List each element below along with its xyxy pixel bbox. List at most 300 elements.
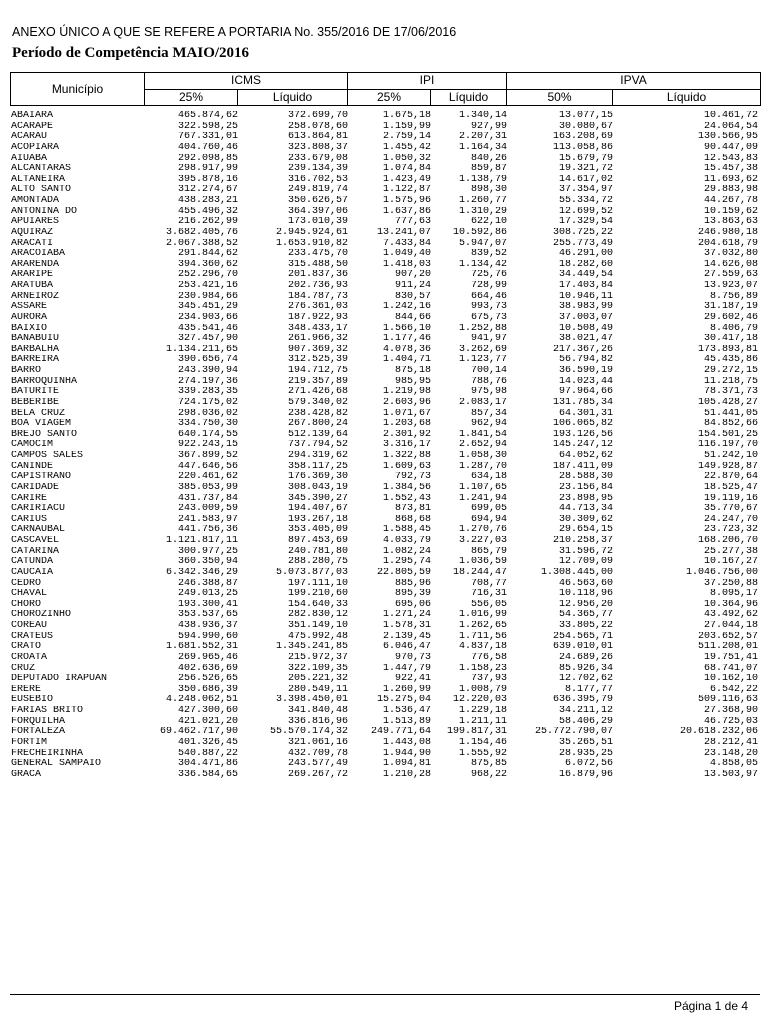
icms-liquido-cell: 197.111,10 bbox=[287, 578, 348, 589]
icms-liquido-cell: 233.475,70 bbox=[287, 249, 348, 260]
ipi-25-cell: 1.219,98 bbox=[382, 387, 431, 398]
icms-liquido-cell: 239.134,39 bbox=[287, 164, 348, 175]
icms-liquido-cell: 315.488,50 bbox=[287, 259, 348, 270]
ipva-liquido-cell: 44.267,78 bbox=[703, 196, 758, 206]
icms-liquido-cell: 194.407,67 bbox=[287, 504, 348, 515]
municipio-cell: BREJO SANTO bbox=[11, 429, 78, 440]
table-row bbox=[10, 143, 760, 154]
icms-liquido-cell: 579.340,02 bbox=[287, 397, 348, 408]
ipva-liquido-cell: 29.272,15 bbox=[703, 366, 758, 376]
table-row bbox=[10, 717, 760, 728]
ipi-25-cell: 895,39 bbox=[394, 589, 431, 600]
icms-25-cell: 922.243,15 bbox=[177, 440, 238, 451]
ipi-25-cell: 777,63 bbox=[394, 217, 431, 228]
ipva-50-cell: 15.679,79 bbox=[558, 153, 613, 164]
ipva-50-cell: 255.773,49 bbox=[552, 238, 613, 249]
icms-25-cell: 298.036,02 bbox=[177, 408, 238, 419]
icms-liquido-cell: 613.864,81 bbox=[287, 132, 348, 143]
municipio-cell: CARIUS bbox=[11, 514, 48, 525]
ipva-liquido-cell: 1.046.756,00 bbox=[685, 567, 758, 578]
ipva-liquido-cell: 14.626,08 bbox=[703, 259, 758, 270]
icms-25-cell: 274.197,36 bbox=[177, 376, 238, 387]
icms-liquido-cell: 353.405,09 bbox=[287, 525, 348, 536]
icms-liquido-cell: 294.319,62 bbox=[287, 451, 348, 461]
ipi-liquido-cell: 1.260,77 bbox=[458, 196, 507, 206]
icms-25-cell: 3.682.405,76 bbox=[165, 227, 238, 238]
ipi-liquido-cell: 941,97 bbox=[470, 334, 507, 345]
municipio-cell: FRECHEIRINHA bbox=[11, 748, 84, 759]
ipva-50-cell: 13.077,15 bbox=[558, 111, 613, 121]
ipi-25-cell: 2.139,45 bbox=[382, 631, 431, 642]
ipva-liquido-cell: 6.542,22 bbox=[709, 684, 758, 695]
icms-25-cell: 1.134.211,65 bbox=[165, 344, 238, 355]
ipi-25-cell: 873,81 bbox=[394, 504, 431, 515]
ipi-25-cell: 22.805,59 bbox=[376, 567, 431, 578]
ipi-liquido-cell: 1.138,79 bbox=[458, 174, 507, 185]
icms-25-cell: 447.646,56 bbox=[177, 461, 238, 472]
ipi-liquido-cell: 865,79 bbox=[470, 546, 507, 557]
page-number: Página 1 de 4 bbox=[673, 999, 748, 1013]
ipva-50-cell: 217.367,26 bbox=[552, 344, 613, 355]
icms-liquido-cell: 907.369,32 bbox=[287, 344, 348, 355]
icms-liquido-cell: 205.221,32 bbox=[287, 674, 348, 685]
municipio-header: Município bbox=[11, 73, 145, 106]
ipi-25-cell: 1.418,03 bbox=[382, 259, 431, 270]
icms-liquido-cell: 219.357,89 bbox=[287, 376, 348, 387]
ipva-50-cell: 64.301,31 bbox=[558, 408, 613, 419]
icms-liquido-cell: 267.800,24 bbox=[287, 419, 348, 430]
ipva-header: IPVA bbox=[507, 73, 761, 90]
ipva-liquido-cell: 23.148,20 bbox=[703, 748, 758, 759]
ipi-25-cell: 1.609,63 bbox=[382, 461, 431, 472]
table-row bbox=[10, 154, 760, 165]
ipva-liquido-cell: 13.863,63 bbox=[703, 217, 758, 228]
icms-25-header: 25% bbox=[145, 89, 238, 106]
ipva-50-cell: 12.709,09 bbox=[558, 557, 613, 568]
ipva-50-cell: 97.964,66 bbox=[558, 387, 613, 398]
ipi-liquido-header: Líquido bbox=[431, 89, 507, 106]
ipva-50-cell: 46.563,60 bbox=[558, 578, 613, 589]
icms-25-cell: 4.248.062,51 bbox=[165, 695, 238, 706]
municipio-cell: CARNAUBAL bbox=[11, 525, 66, 536]
icms-liquido-cell: 358.117,25 bbox=[287, 461, 348, 472]
icms-liquido-cell: 323.808,37 bbox=[287, 142, 348, 153]
ipi-25-cell: 1.443,08 bbox=[382, 737, 431, 748]
ipva-liquido-cell: 28.212,41 bbox=[703, 737, 758, 748]
ipi-liquido-cell: 622,10 bbox=[470, 217, 507, 228]
ipi-25-cell: 1.159,99 bbox=[382, 121, 431, 132]
ipi-25-cell: 1.050,32 bbox=[382, 153, 431, 164]
ipva-liquido-cell: 130.566,95 bbox=[697, 132, 758, 143]
ipi-liquido-cell: 1.123,77 bbox=[458, 355, 507, 366]
ipva-50-cell: 37.354,97 bbox=[558, 185, 613, 196]
icms-25-cell: 298.917,99 bbox=[177, 164, 238, 175]
ipva-50-cell: 29.654,15 bbox=[558, 525, 613, 536]
ipi-25-cell: 868,68 bbox=[394, 514, 431, 525]
municipio-cell: ALTO SANTO bbox=[11, 185, 72, 196]
ipi-liquido-cell: 664,46 bbox=[470, 291, 507, 302]
ipva-liquido-cell: 203.652,57 bbox=[697, 631, 758, 642]
table-row bbox=[10, 472, 760, 483]
icms-liquido-cell: 372.699,70 bbox=[287, 111, 348, 121]
municipio-cell: EUSEBIO bbox=[11, 695, 54, 706]
table-row bbox=[10, 674, 760, 685]
ipva-liquido-cell: 511.208,01 bbox=[697, 642, 758, 653]
ipi-25-cell: 922,41 bbox=[394, 674, 431, 685]
icms-25-cell: 465.874,62 bbox=[177, 111, 238, 121]
municipio-cell: ANTONINA DO bbox=[11, 206, 78, 217]
ipva-50-cell: 30.309,62 bbox=[558, 514, 613, 525]
ipi-liquido-cell: 1.107,65 bbox=[458, 482, 507, 493]
ipva-50-cell: 34.211,12 bbox=[558, 706, 613, 716]
ipi-liquido-cell: 694,94 bbox=[470, 514, 507, 525]
ipi-25-cell: 1.404,71 bbox=[382, 355, 431, 366]
ipi-25-cell: 1.423,49 bbox=[382, 174, 431, 185]
ipva-liquido-cell: 27.044,18 bbox=[703, 621, 758, 631]
ipva-50-cell: 28.588,30 bbox=[558, 472, 613, 483]
icms-25-cell: 353.537,65 bbox=[177, 610, 238, 621]
table-row bbox=[10, 185, 760, 196]
icms-liquido-cell: 276.361,03 bbox=[287, 302, 348, 313]
ipva-50-cell: 28.935,25 bbox=[558, 748, 613, 759]
icms-liquido-cell: 55.570.174,32 bbox=[269, 727, 348, 738]
ipva-liquido-cell: 4.858,05 bbox=[709, 759, 758, 770]
column-header-table bbox=[10, 72, 761, 106]
ipi-liquido-cell: 2.652,94 bbox=[458, 440, 507, 451]
ipva-50-cell: 10.118,96 bbox=[558, 589, 613, 600]
ipi-25-cell: 249.771,64 bbox=[370, 727, 431, 738]
icms-liquido-cell: 282.830,12 bbox=[287, 610, 348, 621]
icms-25-cell: 253.421,16 bbox=[177, 281, 238, 291]
icms-25-cell: 243.390,94 bbox=[177, 366, 238, 376]
ipva-liquido-cell: 24.247,70 bbox=[703, 514, 758, 525]
ipva-liquido-cell: 11.693,62 bbox=[703, 174, 758, 185]
ipva-50-cell: 6.072,56 bbox=[564, 759, 613, 770]
icms-25-cell: 241.583,97 bbox=[177, 514, 238, 525]
icms-25-cell: 334.750,30 bbox=[177, 419, 238, 430]
ipva-liquido-cell: 20.618.232,06 bbox=[679, 727, 758, 738]
municipio-cell: CARIRE bbox=[11, 493, 48, 504]
icms-25-cell: 401.326,45 bbox=[177, 737, 238, 748]
ipva-liquido-cell: 13.923,07 bbox=[703, 281, 758, 291]
ipva-liquido-cell: 10.167,27 bbox=[703, 557, 758, 568]
ipi-25-cell: 830,57 bbox=[394, 291, 431, 302]
ipva-50-cell: 12.702,62 bbox=[558, 674, 613, 685]
icms-liquido-cell: 187.922,93 bbox=[287, 312, 348, 323]
ipva-50-cell: 38.983,99 bbox=[558, 302, 613, 313]
ipva-liquido-cell: 29.602,46 bbox=[703, 312, 758, 323]
municipio-cell: BAIXIO bbox=[11, 323, 48, 334]
icms-liquido-cell: 316.702,53 bbox=[287, 174, 348, 185]
ipva-50-cell: 254.565,71 bbox=[552, 631, 613, 642]
ipva-50-header: 50% bbox=[507, 89, 613, 106]
ipi-liquido-cell: 556,05 bbox=[470, 599, 507, 610]
icms-25-cell: 427.300,60 bbox=[177, 706, 238, 716]
municipio-cell: ACARAU bbox=[11, 132, 48, 143]
table-row bbox=[10, 610, 760, 621]
icms-liquido-cell: 345.390,27 bbox=[287, 493, 348, 504]
municipio-cell: CAMPOS SALES bbox=[11, 451, 84, 461]
municipio-cell: GRACA bbox=[11, 769, 42, 780]
ipi-25-cell: 792,73 bbox=[394, 472, 431, 483]
icms-liquido-cell: 184.787,73 bbox=[287, 291, 348, 302]
municipio-cell: CAMOCIM bbox=[11, 440, 54, 451]
icms-25-cell: 252.296,70 bbox=[177, 270, 238, 281]
icms-liquido-cell: 288.280,75 bbox=[287, 557, 348, 568]
ipva-50-cell: 44.713,34 bbox=[558, 504, 613, 515]
icms-25-cell: 594.990,60 bbox=[177, 631, 238, 642]
ipva-liquido-cell: 45.435,86 bbox=[703, 355, 758, 366]
icms-liquido-header: Líquido bbox=[238, 89, 348, 106]
ipi-25-cell: 1.384,56 bbox=[382, 482, 431, 493]
icms-25-cell: 312.274,67 bbox=[177, 185, 238, 196]
table-row bbox=[10, 345, 760, 356]
ipva-liquido-cell: 10.364,96 bbox=[703, 599, 758, 610]
icms-25-cell: 438.283,21 bbox=[177, 196, 238, 206]
ipva-50-cell: 31.596,72 bbox=[558, 546, 613, 557]
ipi-25-cell: 1.566,10 bbox=[382, 323, 431, 334]
table-row bbox=[10, 196, 760, 207]
icms-liquido-cell: 261.966,32 bbox=[287, 334, 348, 345]
table-row bbox=[10, 249, 760, 260]
ipva-liquido-cell: 10.461,72 bbox=[703, 111, 758, 121]
icms-25-cell: 1.681.552,31 bbox=[165, 642, 238, 653]
ipi-25-cell: 1.177,46 bbox=[382, 334, 431, 345]
ipva-liquido-cell: 30.417,18 bbox=[703, 334, 758, 345]
ipva-liquido-cell: 37.032,80 bbox=[703, 249, 758, 260]
icms-liquido-cell: 348.433,17 bbox=[287, 323, 348, 334]
icms-25-cell: 2.067.388,52 bbox=[165, 238, 238, 249]
icms-liquido-cell: 173.010,39 bbox=[287, 217, 348, 228]
icms-25-cell: 360.350,94 bbox=[177, 557, 238, 568]
table-row bbox=[10, 239, 760, 250]
ipi-25-cell: 2.759,14 bbox=[382, 132, 431, 143]
ipi-25-cell: 1.082,24 bbox=[382, 546, 431, 557]
ipva-liquido-cell: 509.116,63 bbox=[697, 695, 758, 706]
icms-25-cell: 193.300,41 bbox=[177, 599, 238, 610]
ipva-liquido-cell: 13.503,97 bbox=[703, 769, 758, 780]
ipi-25-cell: 1.675,18 bbox=[382, 111, 431, 121]
ipi-25-cell: 4.033,79 bbox=[382, 536, 431, 546]
municipio-cell: CARIRIACU bbox=[11, 504, 66, 515]
icms-liquido-cell: 240.781,80 bbox=[287, 546, 348, 557]
ipva-liquido-cell: 12.543,83 bbox=[703, 153, 758, 164]
ipva-liquido-cell: 27.559,63 bbox=[703, 270, 758, 281]
table-row bbox=[10, 579, 760, 590]
table-row bbox=[10, 653, 760, 664]
icms-liquido-cell: 432.709,78 bbox=[287, 748, 348, 759]
ipi-25-cell: 1.552,43 bbox=[382, 493, 431, 504]
ipva-liquido-cell: 90.447,09 bbox=[703, 142, 758, 153]
ipva-liquido-cell: 51.242,10 bbox=[703, 451, 758, 461]
municipio-cell: BELA CRUZ bbox=[11, 408, 66, 419]
ipi-liquido-cell: 776,58 bbox=[470, 652, 507, 663]
icms-liquido-cell: 243.577,49 bbox=[287, 759, 348, 770]
ipva-liquido-cell: 15.457,38 bbox=[703, 164, 758, 175]
table-row bbox=[10, 685, 760, 696]
table-row bbox=[10, 462, 760, 473]
municipio-cell: ALTANEIRA bbox=[11, 174, 66, 185]
municipio-cell: BATURITE bbox=[11, 387, 60, 398]
ipi-25-cell: 911,24 bbox=[394, 281, 431, 291]
ipva-50-cell: 210.258,37 bbox=[552, 536, 613, 546]
ipi-25-cell: 1.074,84 bbox=[382, 164, 431, 175]
ipva-50-cell: 12.699,52 bbox=[558, 206, 613, 217]
table-row bbox=[10, 260, 760, 271]
ipva-liquido-cell: 149.928,87 bbox=[697, 461, 758, 472]
ipi-liquido-cell: 840,26 bbox=[470, 153, 507, 164]
icms-25-cell: 438.936,37 bbox=[177, 621, 238, 631]
municipio-cell: ALCANTARAS bbox=[11, 164, 72, 175]
ipva-50-cell: 16.879,96 bbox=[558, 769, 613, 780]
ipi-liquido-cell: 1.164,34 bbox=[458, 142, 507, 153]
ipi-25-cell: 1.271,24 bbox=[382, 610, 431, 621]
table-row bbox=[10, 727, 760, 738]
table-row bbox=[10, 738, 760, 749]
icms-liquido-cell: 199.210,60 bbox=[287, 589, 348, 600]
icms-liquido-cell: 193.267,18 bbox=[287, 514, 348, 525]
icms-liquido-cell: 258.078,60 bbox=[287, 121, 348, 132]
table-row bbox=[10, 398, 760, 409]
icms-25-cell: 269.965,46 bbox=[177, 652, 238, 663]
icms-liquido-cell: 336.816,96 bbox=[287, 716, 348, 727]
icms-liquido-cell: 233.679,08 bbox=[287, 153, 348, 164]
ipi-liquido-cell: 898,30 bbox=[470, 185, 507, 196]
ipva-liquido-cell: 43.492,62 bbox=[703, 610, 758, 621]
table-row bbox=[10, 175, 760, 186]
municipio-cell: APUIARES bbox=[11, 217, 60, 228]
ipva-50-cell: 308.725,22 bbox=[552, 227, 613, 238]
icms-25-cell: 230.984,66 bbox=[177, 291, 238, 302]
table-row bbox=[10, 207, 760, 218]
ipi-liquido-cell: 699,05 bbox=[470, 504, 507, 515]
ipi-liquido-cell: 199.817,31 bbox=[446, 727, 507, 738]
ipi-liquido-cell: 1.287,70 bbox=[458, 461, 507, 472]
municipio-cell: GENERAL SAMPAIO bbox=[11, 759, 102, 770]
table-row bbox=[10, 440, 760, 451]
icms-25-cell: 1.121.817,11 bbox=[165, 536, 238, 546]
ipi-25-cell: 1.578,31 bbox=[382, 621, 431, 631]
ipva-50-cell: 8.177,77 bbox=[564, 684, 613, 695]
table-row bbox=[10, 111, 760, 122]
table-row bbox=[10, 387, 760, 398]
ipva-50-cell: 38.021,47 bbox=[558, 334, 613, 345]
icms-25-cell: 345.451,29 bbox=[177, 302, 238, 313]
ipi-liquido-cell: 18.244,47 bbox=[452, 567, 507, 578]
ipva-50-cell: 193.126,56 bbox=[552, 429, 613, 440]
ipi-25-cell: 1.242,16 bbox=[382, 302, 431, 313]
ipi-liquido-cell: 634,18 bbox=[470, 472, 507, 483]
ipva-liquido-cell: 24.064,54 bbox=[703, 121, 758, 132]
ipva-liquido-cell: 8.095,17 bbox=[709, 589, 758, 600]
municipio-cell: DEPUTADO IRAPUAN bbox=[11, 674, 108, 685]
ipva-50-cell: 12.956,20 bbox=[558, 599, 613, 610]
ipva-50-cell: 56.794,82 bbox=[558, 355, 613, 366]
municipio-cell: COREAU bbox=[11, 621, 48, 631]
ipi-25-cell: 1.513,89 bbox=[382, 716, 431, 727]
ipva-50-cell: 131.785,34 bbox=[552, 397, 613, 408]
ipi-25-cell: 3.316,17 bbox=[382, 440, 431, 451]
ipi-25-cell: 1.295,74 bbox=[382, 557, 431, 568]
ipva-50-cell: 639.010,01 bbox=[552, 642, 613, 653]
table-row bbox=[10, 695, 760, 706]
icms-liquido-cell: 269.267,72 bbox=[287, 769, 348, 780]
icms-25-cell: 404.760,46 bbox=[177, 142, 238, 153]
ipva-liquido-cell: 204.618,79 bbox=[697, 238, 758, 249]
icms-liquido-cell: 512.139,64 bbox=[287, 429, 348, 440]
ipi-liquido-cell: 1.340,14 bbox=[458, 111, 507, 121]
icms-liquido-cell: 350.626,57 bbox=[287, 196, 348, 206]
icms-25-cell: 455.496,32 bbox=[177, 206, 238, 217]
ipi-25-cell: 907,20 bbox=[394, 270, 431, 281]
ipi-liquido-cell: 12.220,03 bbox=[452, 695, 507, 706]
table-row bbox=[10, 228, 760, 239]
icms-liquido-cell: 321.061,16 bbox=[287, 737, 348, 748]
ipi-25-cell: 2.301,92 bbox=[382, 429, 431, 440]
ipi-25-cell: 1.944,90 bbox=[382, 748, 431, 759]
icms-liquido-cell: 1.653.910,82 bbox=[275, 238, 348, 249]
municipio-cell: ACOPIARA bbox=[11, 142, 60, 153]
ipi-liquido-cell: 968,22 bbox=[470, 769, 507, 780]
ipi-liquido-cell: 993,73 bbox=[470, 302, 507, 313]
ipi-liquido-cell: 788,76 bbox=[470, 376, 507, 387]
table-row bbox=[10, 632, 760, 643]
ipi-25-cell: 970,73 bbox=[394, 652, 431, 663]
ipi-liquido-cell: 737,93 bbox=[470, 674, 507, 685]
table-row bbox=[10, 749, 760, 760]
municipio-cell: CEDRO bbox=[11, 578, 42, 589]
table-row bbox=[10, 313, 760, 324]
municipio-cell: ARARENDA bbox=[11, 259, 60, 270]
municipio-cell: ARACOIABA bbox=[11, 249, 66, 260]
ipi-liquido-cell: 725,76 bbox=[470, 270, 507, 281]
icms-25-cell: 243.009,59 bbox=[177, 504, 238, 515]
ipva-50-cell: 18.282,60 bbox=[558, 259, 613, 270]
municipio-cell: AQUIRAZ bbox=[11, 227, 54, 238]
ipi-liquido-cell: 1.270,76 bbox=[458, 525, 507, 536]
ipva-50-cell: 55.334,72 bbox=[558, 196, 613, 206]
ipi-liquido-cell: 1.008,79 bbox=[458, 684, 507, 695]
ipva-50-cell: 35.265,51 bbox=[558, 737, 613, 748]
ipi-liquido-cell: 1.229,18 bbox=[458, 706, 507, 716]
ipi-liquido-cell: 857,34 bbox=[470, 408, 507, 419]
table-row bbox=[10, 536, 760, 547]
icms-25-cell: 767.331,01 bbox=[177, 132, 238, 143]
table-row bbox=[10, 409, 760, 420]
table-row bbox=[10, 355, 760, 366]
icms-liquido-cell: 201.837,36 bbox=[287, 270, 348, 281]
ipi-liquido-cell: 962,94 bbox=[470, 419, 507, 430]
ipva-50-cell: 10.508,49 bbox=[558, 323, 613, 334]
ipi-25-cell: 1.455,42 bbox=[382, 142, 431, 153]
ipva-liquido-cell: 154.501,25 bbox=[697, 429, 758, 440]
ipi-25-cell: 695,06 bbox=[394, 599, 431, 610]
document-title: ANEXO ÚNICO A QUE SE REFERE A PORTARIA No. 355/2016 DE 17/06/2016 bbox=[12, 25, 457, 39]
ipva-liquido-cell: 51.441,05 bbox=[703, 408, 758, 419]
icms-25-cell: 69.462.717,90 bbox=[159, 727, 238, 738]
icms-25-cell: 431.737,84 bbox=[177, 493, 238, 504]
ipi-liquido-cell: 1.158,23 bbox=[458, 663, 507, 674]
ipva-50-cell: 14.617,02 bbox=[558, 174, 613, 185]
ipi-25-cell: 7.433,84 bbox=[382, 238, 431, 249]
icms-liquido-cell: 737.794,52 bbox=[287, 440, 348, 451]
ipi-25-cell: 4.078,36 bbox=[382, 344, 431, 355]
ipva-50-cell: 636.395,79 bbox=[552, 695, 613, 706]
icms-25-cell: 249.013,25 bbox=[177, 589, 238, 600]
ipi-25-cell: 1.447,79 bbox=[382, 663, 431, 674]
municipio-cell: ABAIARA bbox=[11, 111, 54, 121]
ipva-liquido-cell: 116.197,70 bbox=[697, 440, 758, 451]
